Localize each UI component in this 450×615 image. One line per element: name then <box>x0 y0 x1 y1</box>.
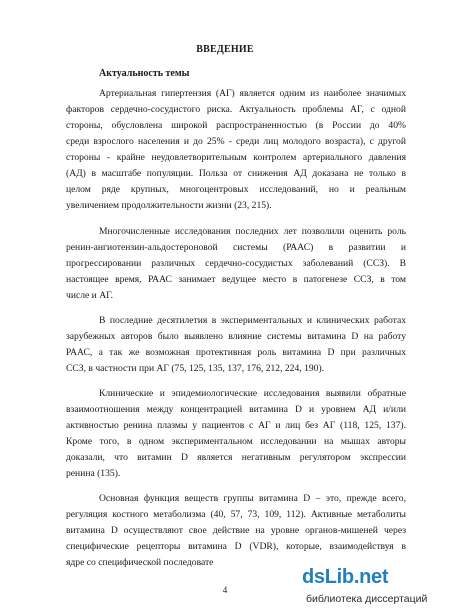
text-line: числе и АГ. <box>66 290 113 301</box>
watermark-subtitle: библиотека диссертаций <box>306 593 428 605</box>
text-line: увеличением продолжительности жизни (23, 215). <box>66 200 272 211</box>
text-line: Клинические и эпидемиологические исследования выявили обратные <box>99 388 406 399</box>
text-line: ренин-ангиотензин-альдостероновой системы (РААС) в развитии и <box>66 242 406 253</box>
text-line: настоящее время, РААС занимает ведущее место в патогенезе ССЗ, в том <box>66 274 406 285</box>
text-line: среди взрослого населения и до 25% - среди лиц молодого возраста), с другой <box>66 136 406 147</box>
text-line: ядре со специфической последовате <box>66 557 214 568</box>
text-line: целом ряде крупных, многоцентровых исследований, но и реальным <box>66 184 406 195</box>
text-line: Артериальная гипертензия (АГ) является одним из наиболее значимых <box>99 88 406 99</box>
text-line: ренина (135). <box>66 468 121 479</box>
text-line: стороны - крайне неудовлетворительным контролем артериального давления <box>66 152 406 163</box>
text-line: специфические рецепторы витамина D (VDR), которые, взаимодействуя в <box>66 541 406 552</box>
watermark-logo: dsLib.net <box>302 566 389 588</box>
text-line: Основная функция веществ группы витамина D – это, прежде всего, <box>99 493 406 504</box>
text-line: взаимоотношения между концентрацией витамина D и уровнем АД и/или <box>66 404 406 415</box>
text-line: витамина D осуществляют свое действие на уровне органов-мишеней через <box>66 525 406 536</box>
text-line: ССЗ, в частности при АГ (75, 125, 135, 137, 176, 212, 224, 190). <box>66 363 325 374</box>
section-subheading: Актуальность темы <box>99 68 190 79</box>
text-line: доказали, что витамин D является негативным регулятором экспрессии <box>66 452 406 463</box>
text-line: РААС, а так же возможная протективная роль витамина D при различных <box>66 347 406 358</box>
watermark <box>302 566 442 610</box>
text-line: Кроме того, в одном экспериментальном исследовании на мышах авторы <box>66 436 406 447</box>
page-heading: ВВЕДЕНИЕ <box>196 44 254 55</box>
text-line: прогрессировании различных сердечно-сосудистых заболеваний (ССЗ). В <box>66 258 406 269</box>
text-line: Многочисленные исследования последних лет позволили оценить роль <box>99 226 406 237</box>
page-number: 4 <box>222 585 228 595</box>
text-line: активностью ренина плазмы у пациентов с АГ и лиц без АГ (118, 125, 137). <box>66 420 406 431</box>
text-line: факторов сердечно-сосудистого риска. Актуальность проблемы АГ, с одной <box>66 104 406 115</box>
text-line: стороны, обусловлена широкой распространенностью (в России до 40% <box>66 120 406 131</box>
text-line: (АД) в масштабе популяции. Польза от снижения АД доказана не только в <box>66 168 406 179</box>
text-line: регуляция костного метаболизма (40, 57, 73, 109, 112). Активные метаболиты <box>66 509 406 520</box>
text-line: В последние десятилетия в экспериментальных и клинических работах <box>99 315 406 326</box>
text-line: зарубежных авторов было выявлено влияние системы витамина D на работу <box>66 331 406 342</box>
